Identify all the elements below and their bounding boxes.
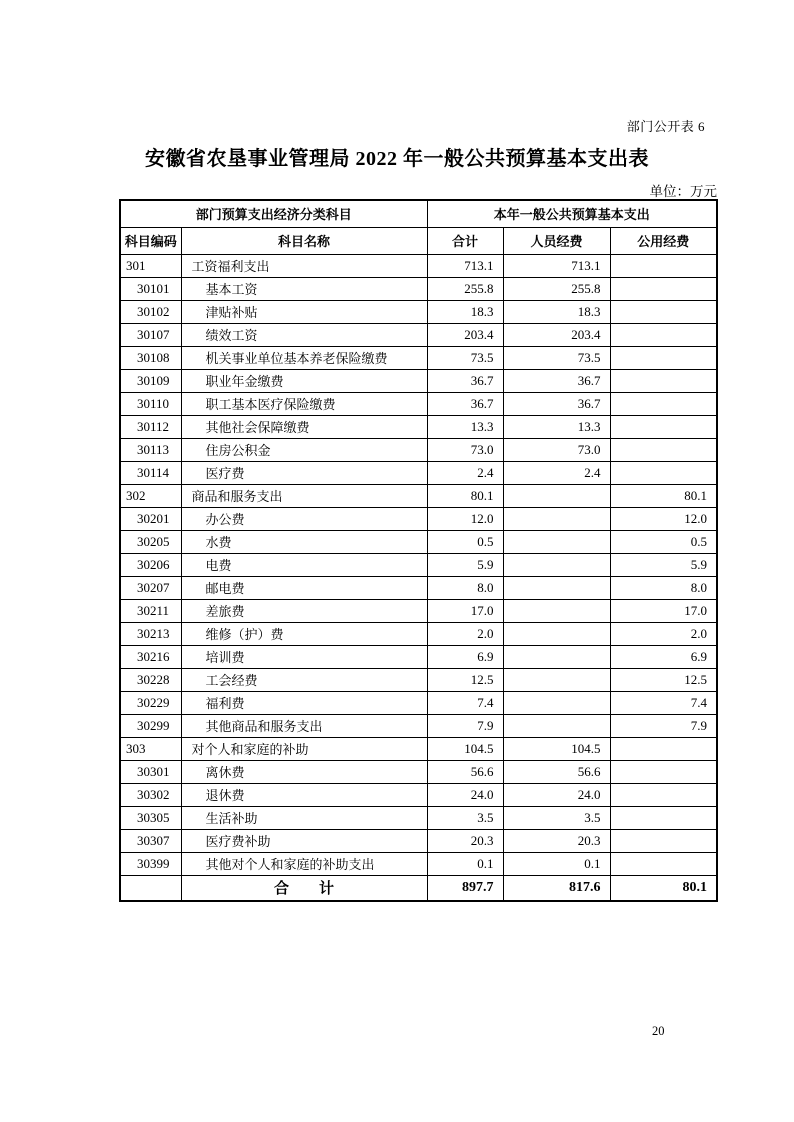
cell-public	[610, 806, 717, 829]
cell-name: 退休费	[181, 783, 427, 806]
cell-total: 36.7	[427, 392, 503, 415]
cell-total: 36.7	[427, 369, 503, 392]
table-row	[120, 300, 717, 323]
cell-code: 30305	[120, 806, 181, 829]
cell-name: 职工基本医疗保险缴费	[181, 392, 427, 415]
cell-total: 12.5	[427, 668, 503, 691]
cell-public	[610, 760, 717, 783]
cell-public	[610, 829, 717, 852]
cell-name: 绩效工资	[181, 323, 427, 346]
cell-personnel: 13.3	[503, 415, 610, 438]
cell-total: 7.4	[427, 691, 503, 714]
cell-total: 3.5	[427, 806, 503, 829]
cell-total: 203.4	[427, 323, 503, 346]
cell-personnel	[503, 622, 610, 645]
cell-total: 24.0	[427, 783, 503, 806]
cell-code: 30211	[120, 599, 181, 622]
cell-personnel: 20.3	[503, 829, 610, 852]
cell-personnel	[503, 691, 610, 714]
cell-personnel	[503, 645, 610, 668]
cell-personnel	[503, 668, 610, 691]
cell-total: 17.0	[427, 599, 503, 622]
total-row-empty-code	[120, 875, 181, 901]
cell-name: 邮电费	[181, 576, 427, 599]
cell-name: 生活补助	[181, 806, 427, 829]
table-row	[120, 415, 717, 438]
cell-public	[610, 300, 717, 323]
table-row	[120, 461, 717, 484]
table-row	[120, 737, 717, 760]
cell-code: 303	[120, 737, 181, 760]
cell-personnel: 0.1	[503, 852, 610, 875]
table-row	[120, 369, 717, 392]
cell-name: 办公费	[181, 507, 427, 530]
column-header-name: 科目名称	[181, 227, 427, 254]
cell-code: 30114	[120, 461, 181, 484]
table-row	[120, 668, 717, 691]
cell-public: 2.0	[610, 622, 717, 645]
total-row-label: 合 计	[181, 875, 427, 901]
cell-total: 5.9	[427, 553, 503, 576]
table-row	[120, 691, 717, 714]
cell-total: 6.9	[427, 645, 503, 668]
total-row	[120, 875, 717, 901]
cell-total: 8.0	[427, 576, 503, 599]
cell-name: 其他对个人和家庭的补助支出	[181, 852, 427, 875]
unit-label: 单位：万元	[649, 184, 717, 199]
cell-personnel: 255.8	[503, 277, 610, 300]
cell-code: 30205	[120, 530, 181, 553]
cell-public: 12.0	[610, 507, 717, 530]
cell-code: 30301	[120, 760, 181, 783]
cell-personnel: 36.7	[503, 369, 610, 392]
cell-code: 30229	[120, 691, 181, 714]
cell-code: 30299	[120, 714, 181, 737]
cell-public	[610, 737, 717, 760]
cell-personnel: 713.1	[503, 254, 610, 277]
cell-code: 30109	[120, 369, 181, 392]
corner-table-label: 部门公开表 6	[626, 119, 705, 134]
cell-personnel	[503, 576, 610, 599]
group-header-expenditure: 本年一般公共预算基本支出	[427, 200, 717, 227]
cell-code: 30216	[120, 645, 181, 668]
cell-personnel	[503, 599, 610, 622]
cell-name: 维修（护）费	[181, 622, 427, 645]
column-header-total: 合计	[427, 227, 503, 254]
table-row	[120, 484, 717, 507]
cell-public: 5.9	[610, 553, 717, 576]
cell-code: 30110	[120, 392, 181, 415]
cell-name: 水费	[181, 530, 427, 553]
table-row	[120, 576, 717, 599]
cell-code: 30307	[120, 829, 181, 852]
group-header-row	[120, 200, 717, 227]
table-row	[120, 783, 717, 806]
cell-name: 差旅费	[181, 599, 427, 622]
cell-code: 30107	[120, 323, 181, 346]
cell-total: 73.0	[427, 438, 503, 461]
table-row	[120, 599, 717, 622]
table-header	[120, 200, 717, 254]
table-row	[120, 254, 717, 277]
cell-name: 机关事业单位基本养老保险缴费	[181, 346, 427, 369]
total-row-total: 897.7	[427, 875, 503, 901]
cell-name: 医疗费	[181, 461, 427, 484]
total-row-personnel: 817.6	[503, 875, 610, 901]
table-row	[120, 645, 717, 668]
cell-public: 7.9	[610, 714, 717, 737]
cell-public	[610, 277, 717, 300]
table-row	[120, 530, 717, 553]
cell-code: 302	[120, 484, 181, 507]
cell-public: 7.4	[610, 691, 717, 714]
cell-public	[610, 392, 717, 415]
cell-total: 2.4	[427, 461, 503, 484]
cell-total: 104.5	[427, 737, 503, 760]
budget-table	[119, 199, 718, 902]
cell-name: 住房公积金	[181, 438, 427, 461]
cell-public	[610, 783, 717, 806]
cell-personnel	[503, 484, 610, 507]
cell-name: 对个人和家庭的补助	[181, 737, 427, 760]
cell-total: 80.1	[427, 484, 503, 507]
cell-public: 17.0	[610, 599, 717, 622]
page-number: 20	[652, 1024, 665, 1038]
table-row	[120, 346, 717, 369]
cell-personnel: 73.0	[503, 438, 610, 461]
cell-code: 30101	[120, 277, 181, 300]
cell-public: 8.0	[610, 576, 717, 599]
cell-personnel	[503, 553, 610, 576]
cell-total: 7.9	[427, 714, 503, 737]
cell-total: 0.5	[427, 530, 503, 553]
cell-total: 255.8	[427, 277, 503, 300]
cell-name: 工会经费	[181, 668, 427, 691]
cell-code: 30112	[120, 415, 181, 438]
cell-name: 其他商品和服务支出	[181, 714, 427, 737]
cell-personnel: 24.0	[503, 783, 610, 806]
table-row	[120, 714, 717, 737]
cell-name: 工资福利支出	[181, 254, 427, 277]
cell-personnel	[503, 530, 610, 553]
cell-public: 80.1	[610, 484, 717, 507]
cell-public	[610, 461, 717, 484]
cell-total: 18.3	[427, 300, 503, 323]
cell-name: 电费	[181, 553, 427, 576]
cell-name: 培训费	[181, 645, 427, 668]
cell-public	[610, 323, 717, 346]
cell-public	[610, 852, 717, 875]
cell-personnel: 203.4	[503, 323, 610, 346]
cell-total: 12.0	[427, 507, 503, 530]
cell-total: 56.6	[427, 760, 503, 783]
cell-name: 福利费	[181, 691, 427, 714]
table-row	[120, 806, 717, 829]
cell-public	[610, 369, 717, 392]
cell-total: 713.1	[427, 254, 503, 277]
cell-code: 30213	[120, 622, 181, 645]
cell-code: 30228	[120, 668, 181, 691]
cell-personnel	[503, 714, 610, 737]
cell-public: 6.9	[610, 645, 717, 668]
page-title: 安徽省农垦事业管理局 2022 年一般公共预算基本支出表	[145, 148, 649, 170]
table-row	[120, 829, 717, 852]
cell-total: 13.3	[427, 415, 503, 438]
table-row	[120, 760, 717, 783]
cell-personnel	[503, 507, 610, 530]
cell-public	[610, 346, 717, 369]
cell-personnel: 104.5	[503, 737, 610, 760]
cell-personnel: 3.5	[503, 806, 610, 829]
cell-public: 0.5	[610, 530, 717, 553]
cell-public: 12.5	[610, 668, 717, 691]
cell-public	[610, 415, 717, 438]
cell-public	[610, 254, 717, 277]
cell-total: 0.1	[427, 852, 503, 875]
table-row	[120, 323, 717, 346]
cell-name: 商品和服务支出	[181, 484, 427, 507]
cell-total: 2.0	[427, 622, 503, 645]
column-header-public: 公用经费	[610, 227, 717, 254]
cell-code: 30113	[120, 438, 181, 461]
table-row	[120, 438, 717, 461]
cell-name: 基本工资	[181, 277, 427, 300]
cell-code: 30302	[120, 783, 181, 806]
cell-personnel: 36.7	[503, 392, 610, 415]
column-header-code: 科目编码	[120, 227, 181, 254]
cell-name: 职业年金缴费	[181, 369, 427, 392]
cell-name: 离休费	[181, 760, 427, 783]
cell-code: 30102	[120, 300, 181, 323]
cell-personnel: 73.5	[503, 346, 610, 369]
column-header-personnel: 人员经费	[503, 227, 610, 254]
cell-code: 30108	[120, 346, 181, 369]
table-row	[120, 553, 717, 576]
cell-name: 医疗费补助	[181, 829, 427, 852]
table-row	[120, 622, 717, 645]
table-footer	[120, 875, 717, 901]
cell-public	[610, 438, 717, 461]
cell-personnel: 2.4	[503, 461, 610, 484]
column-header-row	[120, 227, 717, 254]
cell-code: 30201	[120, 507, 181, 530]
cell-code: 30399	[120, 852, 181, 875]
cell-code: 301	[120, 254, 181, 277]
total-row-public: 80.1	[610, 875, 717, 901]
table-body	[120, 254, 717, 875]
cell-code: 30207	[120, 576, 181, 599]
cell-total: 73.5	[427, 346, 503, 369]
table-row	[120, 392, 717, 415]
cell-personnel: 56.6	[503, 760, 610, 783]
cell-name: 其他社会保障缴费	[181, 415, 427, 438]
table-row	[120, 507, 717, 530]
cell-name: 津贴补贴	[181, 300, 427, 323]
table-row	[120, 852, 717, 875]
cell-personnel: 18.3	[503, 300, 610, 323]
table-row	[120, 277, 717, 300]
cell-total: 20.3	[427, 829, 503, 852]
cell-code: 30206	[120, 553, 181, 576]
group-header-classification: 部门预算支出经济分类科目	[120, 200, 427, 227]
